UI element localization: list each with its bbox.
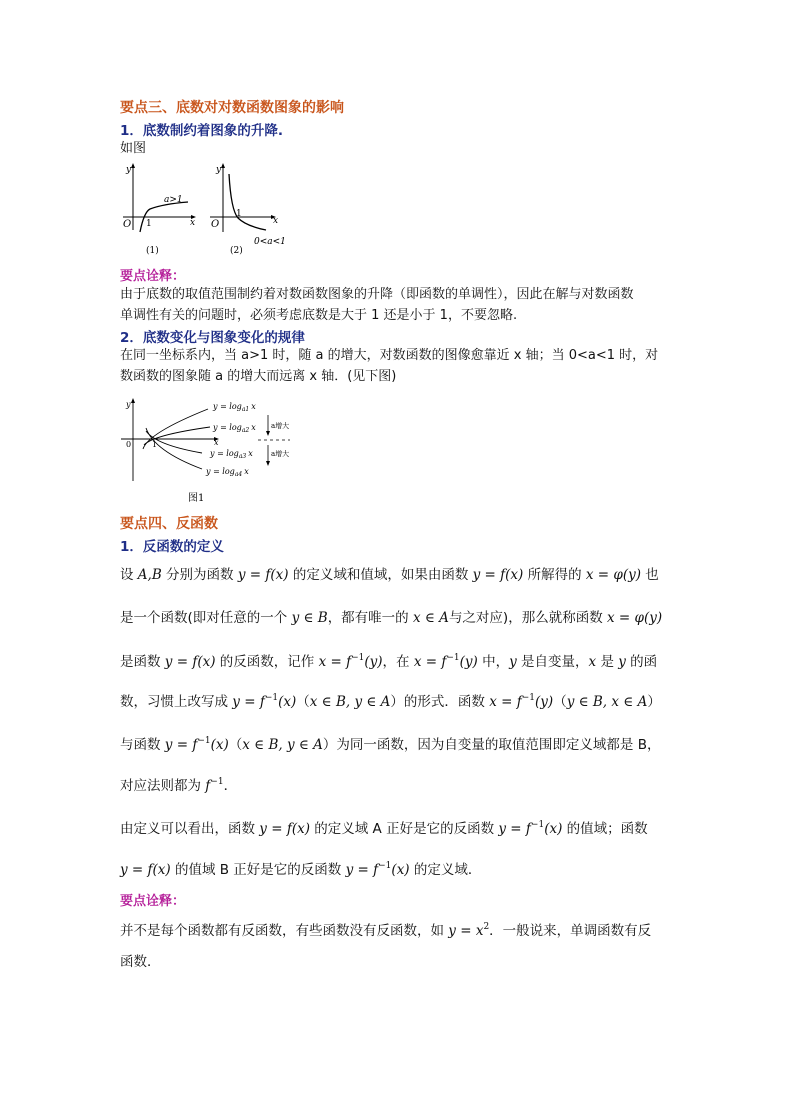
note-2-line-1: 并不是每个函数都有反函数，有些函数没有反函数，如 $y = x^2$．一般说来，单调函数有反 [120,922,652,939]
g1-x-label: x [190,218,196,228]
g1-origin-label: O [123,219,132,230]
g1-one-label: 1 [146,219,152,229]
subsection-2-line-2: 数函数的图象随 a 的增大而远离 x 轴．(见下图) [120,369,397,384]
log-family-figure [118,393,308,508]
range-paragraph-line-2: y = f(x) 的值域 B 正好是它的反函数 $y = f^{-1}(x)$ 的定义域． [120,861,482,878]
definition-line-5: 与函数 $y = f^{-1}(x)(x$ ∈ B, y ∈ A）为同一函数，因为自变量的取值范围即定义域都是 B， [120,736,661,753]
g1-caption: (1) [146,246,159,256]
range-paragraph-line-1: 由定义可以看出，函数 y = f(x) 的定义域 A 正好是它的反函数 $y = f^{-1}(x)$ 的值域；函数 [120,820,648,837]
section-4-heading: 要点四、反函数 [120,516,218,532]
g2-curve-label: 0<a<1 [254,237,286,247]
fig1-origin-label: 0 [126,440,132,449]
g1-curve-label: a>1 [164,195,183,205]
graph-a-between-0-and-1 [210,163,286,256]
note-heading-1: 要点诠释： [120,269,186,284]
note-heading-2: 要点诠释： [120,894,186,909]
note-1-line-1: 由于底数的取值范围制约着对数函数图象的升降（即函数的单调性），因此在解与对数函数 [120,287,634,302]
definition-line-1: 设 A,B 分别为函数 y = f(x) 的定义域和值域，如果由函数 y = f(x) 所解得的 x = φ(y) 也 [120,567,659,583]
fig1-x-label: x [214,438,219,447]
g1-y-label: y [126,165,132,175]
g2-origin-label: O [211,219,220,230]
subsection-1-heading: 1．底数制约着图象的升降. [120,123,284,139]
note-2-line-2: 函数． [120,954,161,970]
g2-x-label: x [273,216,279,226]
g2-one-label: 1 [236,209,242,219]
subsection-2-line-1: 在同一坐标系内，当 a>1 时，随 a 的增大，对数函数的图像愈靠近 x 轴；当 0<a<1 时，对 [120,348,659,363]
subsection-2-heading: 2．底数变化与图象变化的规律 [120,330,305,346]
graph-a-greater-than-1 [123,163,196,256]
g2-y-label: y [216,165,222,175]
curve-label-a3: $y = \log_{a3} x$ [210,449,253,460]
curve-label-a2: $y = \log_{a2} x$ [213,423,256,434]
figure-intro-text: 如图 [120,141,147,156]
fig1-one-label: 1 [152,440,158,449]
section-3-heading: 要点三、底数对对数函数图象的影响 [120,100,344,116]
definition-line-3: 是函数 y = f(x) 的反函数，记作 $x = f^{-1}(y)$，在 $x = f^{-1}(y)$ 中，y 是自变量，x 是 y 的函 [120,653,658,670]
curve-label-a4: $y = \log_{a4} x$ [206,467,249,478]
subsection-4-1-heading: 1．反函数的定义 [120,539,224,555]
note-1-line-2: 单调性有关的问题时，必须考虑底数是大于 1 还是小于 1，不要忽略. [120,308,518,323]
increase-label-top: a增大 [271,422,290,430]
figure-1-caption: 图1 [188,493,205,504]
definition-line-2: 是一个函数(即对任意的一个 y ∈ B，都有唯一的 x ∈ A与之对应)，那么就称函数 x = φ(y) [120,610,663,626]
increase-label-bottom: a增大 [271,450,290,458]
curve-label-a1: $y = \log_{a1} x$ [213,402,256,413]
g2-caption: (2) [230,246,243,256]
definition-line-6: 对应法则都为 $f^{-1}$． [120,777,238,794]
log-graphs-figure [118,160,298,260]
fig1-y-label: y [126,400,131,409]
definition-line-4: 数，习惯上改写成 $y = f^{-1}(x)(x$ ∈ B, y ∈ A）的形式．函数 $x = f^{-1}(y)(y$ ∈ B, x ∈ A） [120,693,661,710]
